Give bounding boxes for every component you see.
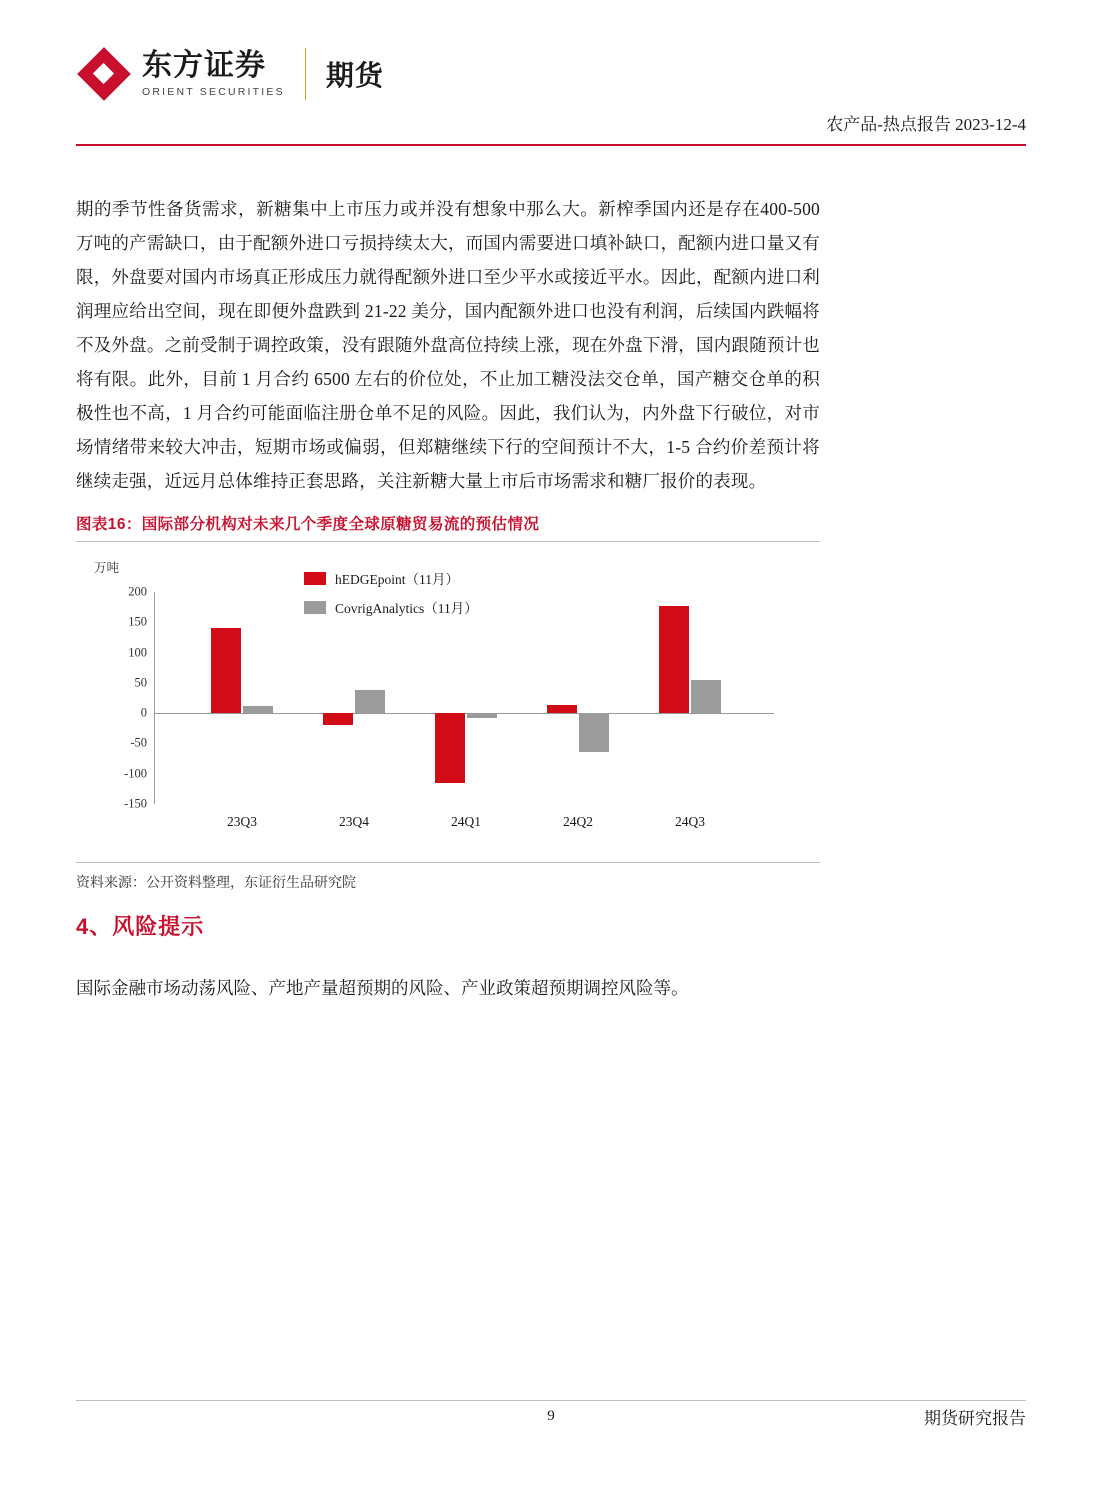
- bar-group-24Q3: [658, 592, 722, 804]
- y-tick-0: 0: [140, 705, 147, 720]
- figure-frame: [76, 541, 820, 863]
- logo-divider: [305, 48, 306, 100]
- bar-hedgepoint-23Q4: [323, 713, 353, 725]
- bar-chart: [76, 542, 820, 862]
- y-tick-neg50: -50: [130, 735, 147, 750]
- bar-hedgepoint-24Q3: [659, 606, 689, 713]
- bar-hedgepoint-23Q3: [211, 628, 241, 713]
- bar-group-24Q1: [434, 592, 498, 804]
- y-tick-100: 100: [128, 645, 147, 660]
- x-label-0: 23Q3: [227, 814, 257, 829]
- x-label-4: 24Q3: [675, 814, 705, 829]
- page-header: [76, 38, 1026, 134]
- figure-source: 资料来源：公开资料整理，东证衍生品研究院: [76, 876, 356, 891]
- x-axis-labels: [154, 814, 774, 836]
- bar-covrig-24Q2: [579, 713, 609, 752]
- legend-item-0: [304, 568, 478, 588]
- legend-label-1: CovrigAnalytics（11月）: [335, 601, 478, 616]
- bar-group-23Q4: [322, 592, 386, 804]
- bar-series-container: [154, 592, 774, 804]
- logo-subbrand: 期货: [325, 60, 384, 91]
- body-paragraph: 期的季节性备货需求，新糖集中上市压力或并没有想象中那么大。新榨季国内还是存在400-500 万吨的产需缺口，由于配额外进口亏损持续太大，而国内需要进口填补缺口，配额内进口量又有限，外盘要对国内市场真正形成压力就得配额外进口至少平水或接近平水。因此，配额内进口利润理应给出空间，现在即便外盘跌到 21-22 美分，国内配额外进口也没有利润，后续国内跌幅将不及外盘。之前受制于调控政策，没有跟随外盘高位持续上涨，现在外盘下滑，国内跟随预计也将有限。此外，目前 1 月合约 6500 左右的价位处，不止加工糖没法交仓单，国产糖交仓单的积极性也不高，1 月合约可能面临注册仓单不足的风险。因此，我们认为，内外盘下行破位，对市场情绪带来较大冲击，短期市场或偏弱，但郑糖继续下行的空间预计不大，1-5 合约价差预计将继续走强，近远月总体维持正套思路，关注新糖大量上市后市场需求和糖厂报价的表现。: [76, 199, 820, 491]
- bar-group-23Q3: [210, 592, 274, 804]
- x-label-1: 23Q4: [339, 814, 369, 829]
- section-text-risk: 国际金融市场动荡风险、产地产量超预期的风险、产业政策超预期调控风险等。: [76, 978, 689, 998]
- x-label-2: 24Q1: [451, 814, 481, 829]
- bar-covrig-23Q3: [243, 706, 273, 713]
- orient-securities-diamond-icon: [76, 46, 132, 102]
- legend-label-0: hEDGEpoint（11月）: [335, 572, 459, 587]
- y-tick-neg100: -100: [124, 766, 147, 781]
- plot-area: [124, 584, 774, 811]
- header-divider: [76, 144, 1026, 146]
- section-heading-risk: 4、风险提示: [76, 914, 205, 939]
- bar-hedgepoint-24Q1: [435, 713, 465, 783]
- y-axis-unit-label: 万吨: [94, 561, 120, 575]
- y-tick-150: 150: [128, 614, 147, 629]
- logo-chinese-name: 东方证券: [142, 49, 266, 82]
- figure-title: 图表16：国际部分机构对未来几个季度全球原糖贸易流的预估情况: [76, 516, 540, 533]
- y-tick-neg150: -150: [124, 796, 147, 811]
- bar-covrig-24Q3: [691, 680, 721, 713]
- legend-swatch-0: [304, 572, 326, 585]
- logo-text-block: [142, 49, 285, 99]
- bar-covrig-24Q1: [467, 713, 497, 718]
- bar-hedgepoint-24Q2: [547, 705, 577, 714]
- y-tick-50: 50: [134, 675, 147, 690]
- page-number: 9: [547, 1408, 555, 1424]
- header-report-title: 农产品-热点报告 2023-12-4: [826, 115, 1026, 134]
- brand-logo: [76, 38, 384, 110]
- bar-covrig-23Q4: [355, 690, 385, 713]
- y-tick-200: 200: [128, 584, 147, 599]
- bar-group-24Q2: [546, 592, 610, 804]
- footer-divider: [76, 1400, 1026, 1401]
- footer-label: 期货研究报告: [924, 1409, 1026, 1428]
- logo-english-name: ORIENT SECURITIES: [142, 86, 285, 98]
- figure-16: [76, 512, 820, 892]
- x-label-3: 24Q2: [563, 814, 593, 829]
